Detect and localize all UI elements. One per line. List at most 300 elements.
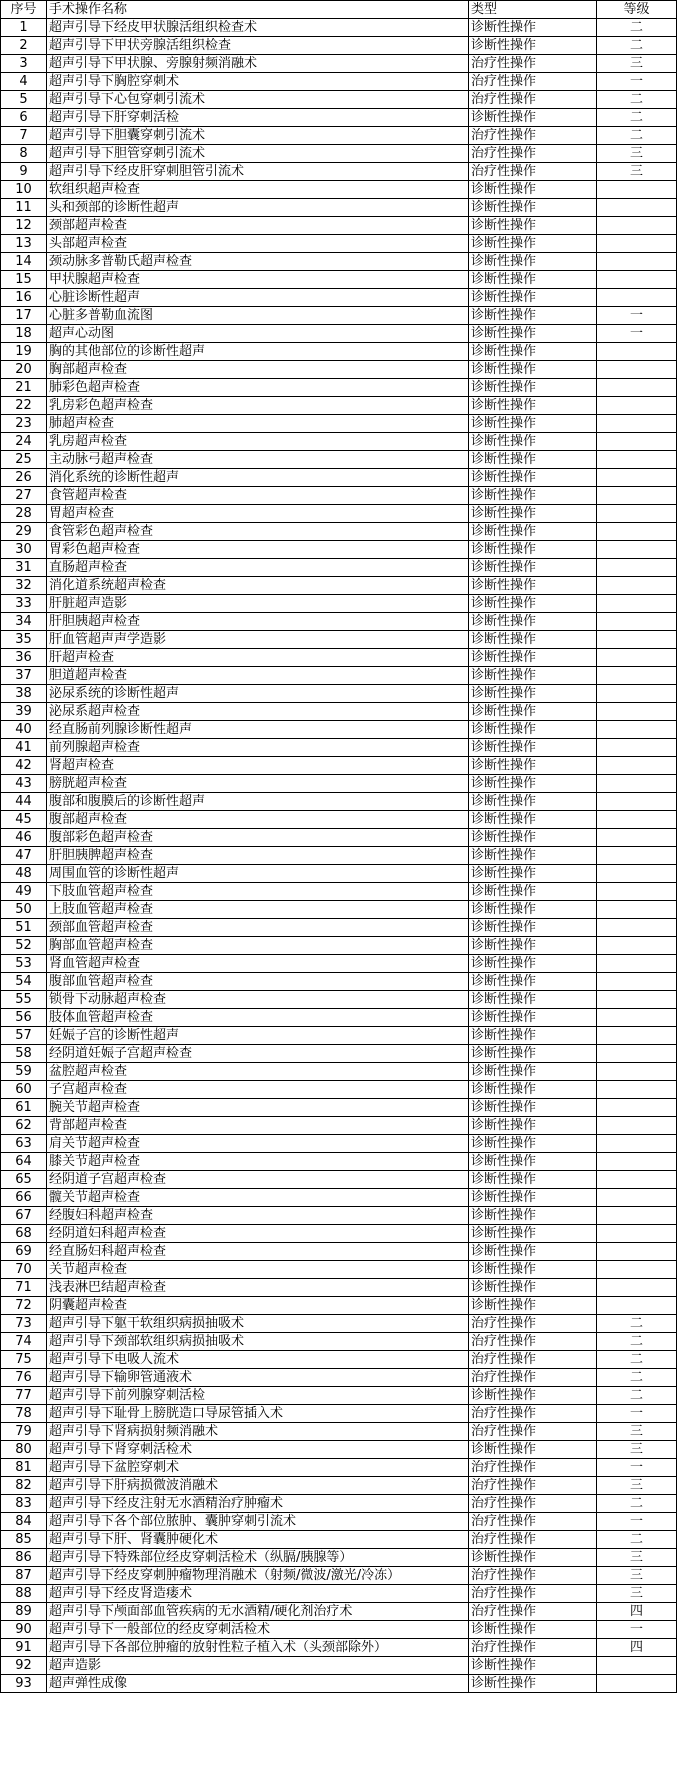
table-row [1, 1639, 677, 1657]
cell-type: 诊断性操作 [469, 757, 597, 775]
table-row [1, 595, 677, 613]
cell-name: 阴囊超声检查 [47, 1297, 469, 1315]
cell-grade [597, 919, 677, 937]
cell-no: 20 [1, 361, 47, 379]
cell-name: 腹部血管超声检查 [47, 973, 469, 991]
cell-no: 8 [1, 145, 47, 163]
cell-type: 诊断性操作 [469, 1135, 597, 1153]
cell-grade [597, 1279, 677, 1297]
cell-name: 颈部超声检查 [47, 217, 469, 235]
cell-name: 超声引导下经皮注射无水酒精治疗肿瘤术 [47, 1495, 469, 1513]
cell-name: 肝血管超声声学造影 [47, 631, 469, 649]
table-row [1, 757, 677, 775]
cell-type: 诊断性操作 [469, 109, 597, 127]
cell-grade [597, 433, 677, 451]
cell-grade [597, 1081, 677, 1099]
cell-no: 51 [1, 919, 47, 937]
cell-grade [597, 1657, 677, 1675]
cell-no: 79 [1, 1423, 47, 1441]
cell-name: 超声引导下经皮穿刺肿瘤物理消融术（射频/微波/激光/冷冻） [47, 1567, 469, 1585]
table-row [1, 451, 677, 469]
cell-no: 57 [1, 1027, 47, 1045]
cell-no: 62 [1, 1117, 47, 1135]
cell-grade [597, 1009, 677, 1027]
cell-no: 21 [1, 379, 47, 397]
cell-name: 超声引导下颈部软组织病损抽吸术 [47, 1333, 469, 1351]
cell-no: 88 [1, 1585, 47, 1603]
cell-name: 超声造影 [47, 1657, 469, 1675]
table-row [1, 1207, 677, 1225]
cell-type: 诊断性操作 [469, 1207, 597, 1225]
cell-name: 乳房彩色超声检查 [47, 397, 469, 415]
cell-no: 4 [1, 73, 47, 91]
cell-no: 93 [1, 1675, 47, 1693]
table-row [1, 181, 677, 199]
table-row [1, 199, 677, 217]
table-row [1, 577, 677, 595]
cell-no: 24 [1, 433, 47, 451]
cell-no: 31 [1, 559, 47, 577]
cell-grade: 二 [597, 19, 677, 37]
cell-type: 诊断性操作 [469, 37, 597, 55]
cell-grade [597, 1261, 677, 1279]
cell-no: 63 [1, 1135, 47, 1153]
cell-name: 经直肠前列腺诊断性超声 [47, 721, 469, 739]
cell-type: 诊断性操作 [469, 415, 597, 433]
cell-grade: 二 [597, 1333, 677, 1351]
cell-grade [597, 649, 677, 667]
cell-no: 3 [1, 55, 47, 73]
cell-no: 2 [1, 37, 47, 55]
cell-type: 诊断性操作 [469, 199, 597, 217]
cell-no: 80 [1, 1441, 47, 1459]
table-row [1, 1549, 677, 1567]
cell-grade [597, 721, 677, 739]
cell-type: 诊断性操作 [469, 19, 597, 37]
cell-name: 子宫超声检查 [47, 1081, 469, 1099]
cell-type: 诊断性操作 [469, 451, 597, 469]
table-row [1, 1477, 677, 1495]
cell-name: 超声引导下各部位肿瘤的放射性粒子植入术（头颈部除外） [47, 1639, 469, 1657]
cell-name: 乳房超声检查 [47, 433, 469, 451]
cell-type: 治疗性操作 [469, 1531, 597, 1549]
cell-name: 超声引导下经皮肝穿刺胆管引流术 [47, 163, 469, 181]
table-row [1, 1135, 677, 1153]
cell-name: 肢体血管超声检查 [47, 1009, 469, 1027]
cell-no: 60 [1, 1081, 47, 1099]
cell-no: 41 [1, 739, 47, 757]
cell-name: 肝胆胰超声检查 [47, 613, 469, 631]
cell-name: 心脏多普勒血流图 [47, 307, 469, 325]
cell-grade [597, 1675, 677, 1693]
cell-no: 69 [1, 1243, 47, 1261]
table-row [1, 955, 677, 973]
table-row [1, 37, 677, 55]
cell-name: 主动脉弓超声检查 [47, 451, 469, 469]
cell-no: 52 [1, 937, 47, 955]
cell-no: 42 [1, 757, 47, 775]
cell-grade [597, 865, 677, 883]
cell-type: 治疗性操作 [469, 127, 597, 145]
cell-grade: 二 [597, 91, 677, 109]
cell-name: 超声引导下肝穿刺活检 [47, 109, 469, 127]
cell-name: 周围血管的诊断性超声 [47, 865, 469, 883]
cell-type: 诊断性操作 [469, 901, 597, 919]
cell-type: 诊断性操作 [469, 397, 597, 415]
cell-no: 46 [1, 829, 47, 847]
cell-no: 86 [1, 1549, 47, 1567]
cell-type: 诊断性操作 [469, 289, 597, 307]
cell-no: 16 [1, 289, 47, 307]
cell-no: 19 [1, 343, 47, 361]
cell-grade [597, 1099, 677, 1117]
cell-type: 诊断性操作 [469, 721, 597, 739]
cell-grade: 二 [597, 1351, 677, 1369]
cell-grade [597, 397, 677, 415]
table-row [1, 1117, 677, 1135]
cell-type: 诊断性操作 [469, 685, 597, 703]
cell-type: 治疗性操作 [469, 1333, 597, 1351]
cell-grade [597, 793, 677, 811]
cell-type: 诊断性操作 [469, 631, 597, 649]
table-row [1, 1333, 677, 1351]
cell-type: 治疗性操作 [469, 1405, 597, 1423]
cell-name: 锁骨下动脉超声检查 [47, 991, 469, 1009]
cell-grade: 一 [597, 1513, 677, 1531]
table-row [1, 703, 677, 721]
table-row [1, 253, 677, 271]
table-body [1, 19, 677, 1693]
cell-name: 心脏诊断性超声 [47, 289, 469, 307]
cell-no: 66 [1, 1189, 47, 1207]
table-row [1, 829, 677, 847]
cell-name: 经阴道妇科超声检查 [47, 1225, 469, 1243]
cell-no: 84 [1, 1513, 47, 1531]
header-no: 序号 [1, 1, 47, 19]
table-row [1, 91, 677, 109]
table-row [1, 1441, 677, 1459]
cell-type: 治疗性操作 [469, 145, 597, 163]
table-row [1, 667, 677, 685]
cell-no: 35 [1, 631, 47, 649]
cell-type: 诊断性操作 [469, 955, 597, 973]
cell-name: 妊娠子宫的诊断性超声 [47, 1027, 469, 1045]
cell-name: 肩关节超声检查 [47, 1135, 469, 1153]
cell-name: 胸的其他部位的诊断性超声 [47, 343, 469, 361]
cell-name: 软组织超声检查 [47, 181, 469, 199]
cell-grade [597, 829, 677, 847]
cell-no: 59 [1, 1063, 47, 1081]
cell-type: 诊断性操作 [469, 235, 597, 253]
header-grade: 等级 [597, 1, 677, 19]
cell-name: 关节超声检查 [47, 1261, 469, 1279]
cell-name: 直肠超声检查 [47, 559, 469, 577]
cell-grade [597, 1135, 677, 1153]
cell-type: 诊断性操作 [469, 1441, 597, 1459]
cell-name: 超声引导下甲状腺、旁腺射频消融术 [47, 55, 469, 73]
cell-type: 诊断性操作 [469, 1045, 597, 1063]
cell-type: 治疗性操作 [469, 1603, 597, 1621]
cell-grade [597, 1153, 677, 1171]
cell-name: 超声引导下前列腺穿刺活检 [47, 1387, 469, 1405]
table-row [1, 325, 677, 343]
cell-type: 治疗性操作 [469, 1369, 597, 1387]
cell-name: 甲状腺超声检查 [47, 271, 469, 289]
cell-no: 48 [1, 865, 47, 883]
cell-no: 87 [1, 1567, 47, 1585]
cell-no: 27 [1, 487, 47, 505]
cell-type: 诊断性操作 [469, 919, 597, 937]
cell-grade [597, 739, 677, 757]
table-row [1, 127, 677, 145]
cell-name: 肺超声检查 [47, 415, 469, 433]
cell-type: 诊断性操作 [469, 1657, 597, 1675]
cell-name: 超声引导下肝病损微波消融术 [47, 1477, 469, 1495]
cell-type: 诊断性操作 [469, 973, 597, 991]
table-row [1, 415, 677, 433]
cell-no: 64 [1, 1153, 47, 1171]
table-row [1, 505, 677, 523]
cell-type: 治疗性操作 [469, 1513, 597, 1531]
cell-grade [597, 1063, 677, 1081]
cell-no: 90 [1, 1621, 47, 1639]
cell-type: 诊断性操作 [469, 1081, 597, 1099]
cell-grade [597, 361, 677, 379]
cell-type: 治疗性操作 [469, 163, 597, 181]
cell-no: 17 [1, 307, 47, 325]
cell-no: 13 [1, 235, 47, 253]
cell-no: 76 [1, 1369, 47, 1387]
cell-grade [597, 451, 677, 469]
cell-grade [597, 577, 677, 595]
cell-grade [597, 955, 677, 973]
table-row [1, 541, 677, 559]
cell-grade: 一 [597, 1459, 677, 1477]
table-row [1, 1423, 677, 1441]
cell-name: 超声引导下颅面部血管疾病的无水酒精/硬化剂治疗术 [47, 1603, 469, 1621]
cell-grade [597, 595, 677, 613]
cell-grade [597, 1171, 677, 1189]
cell-type: 治疗性操作 [469, 73, 597, 91]
cell-name: 超声引导下盆腔穿刺术 [47, 1459, 469, 1477]
cell-type: 诊断性操作 [469, 1027, 597, 1045]
cell-type: 诊断性操作 [469, 1189, 597, 1207]
cell-no: 44 [1, 793, 47, 811]
cell-no: 58 [1, 1045, 47, 1063]
cell-grade: 二 [597, 1315, 677, 1333]
header-name: 手术操作名称 [47, 1, 469, 19]
cell-name: 经阴道子宫超声检查 [47, 1171, 469, 1189]
cell-grade: 二 [597, 1495, 677, 1513]
cell-grade: 三 [597, 1549, 677, 1567]
cell-name: 超声引导下输卵管通液术 [47, 1369, 469, 1387]
table-row [1, 1099, 677, 1117]
table-row [1, 1027, 677, 1045]
cell-name: 超声心动图 [47, 325, 469, 343]
cell-name: 消化道系统超声检查 [47, 577, 469, 595]
table-row [1, 1351, 677, 1369]
cell-no: 73 [1, 1315, 47, 1333]
table-row [1, 1513, 677, 1531]
cell-name: 超声引导下经皮肾造瘘术 [47, 1585, 469, 1603]
table-row [1, 523, 677, 541]
cell-type: 治疗性操作 [469, 1567, 597, 1585]
cell-type: 诊断性操作 [469, 847, 597, 865]
cell-no: 32 [1, 577, 47, 595]
cell-no: 33 [1, 595, 47, 613]
cell-type: 诊断性操作 [469, 1549, 597, 1567]
cell-name: 经腹妇科超声检查 [47, 1207, 469, 1225]
header-row [1, 1, 677, 19]
table-row [1, 19, 677, 37]
cell-name: 肾超声检查 [47, 757, 469, 775]
cell-name: 背部超声检查 [47, 1117, 469, 1135]
cell-no: 30 [1, 541, 47, 559]
cell-grade [597, 487, 677, 505]
table-row [1, 1603, 677, 1621]
table-row [1, 1189, 677, 1207]
table-row [1, 883, 677, 901]
cell-no: 1 [1, 19, 47, 37]
cell-grade [597, 973, 677, 991]
cell-type: 诊断性操作 [469, 469, 597, 487]
table-row [1, 1297, 677, 1315]
cell-grade [597, 667, 677, 685]
cell-type: 诊断性操作 [469, 1297, 597, 1315]
cell-name: 肾血管超声检查 [47, 955, 469, 973]
table-row [1, 1045, 677, 1063]
cell-no: 25 [1, 451, 47, 469]
cell-no: 91 [1, 1639, 47, 1657]
cell-name: 胸部血管超声检查 [47, 937, 469, 955]
cell-name: 下肢血管超声检查 [47, 883, 469, 901]
cell-name: 肝胆胰脾超声检查 [47, 847, 469, 865]
cell-grade: 二 [597, 127, 677, 145]
cell-type: 诊断性操作 [469, 361, 597, 379]
cell-type: 诊断性操作 [469, 343, 597, 361]
cell-no: 55 [1, 991, 47, 1009]
table-row [1, 55, 677, 73]
cell-name: 膝关节超声检查 [47, 1153, 469, 1171]
cell-type: 诊断性操作 [469, 181, 597, 199]
cell-type: 诊断性操作 [469, 595, 597, 613]
cell-no: 82 [1, 1477, 47, 1495]
table-row [1, 1387, 677, 1405]
table-row [1, 847, 677, 865]
cell-no: 14 [1, 253, 47, 271]
table-row [1, 649, 677, 667]
table-row [1, 1279, 677, 1297]
cell-grade [597, 379, 677, 397]
cell-grade [597, 613, 677, 631]
cell-type: 治疗性操作 [469, 1315, 597, 1333]
cell-no: 34 [1, 613, 47, 631]
cell-type: 诊断性操作 [469, 1171, 597, 1189]
table-row [1, 73, 677, 91]
cell-name: 颈部血管超声检查 [47, 919, 469, 937]
cell-no: 89 [1, 1603, 47, 1621]
table-header [1, 1, 677, 19]
cell-name: 超声引导下胸腔穿刺术 [47, 73, 469, 91]
table-row [1, 991, 677, 1009]
table-row [1, 487, 677, 505]
cell-no: 75 [1, 1351, 47, 1369]
cell-type: 诊断性操作 [469, 271, 597, 289]
table-row [1, 1621, 677, 1639]
cell-no: 72 [1, 1297, 47, 1315]
cell-grade [597, 757, 677, 775]
cell-grade: 三 [597, 1441, 677, 1459]
cell-no: 78 [1, 1405, 47, 1423]
cell-name: 浅表淋巴结超声检查 [47, 1279, 469, 1297]
cell-grade: 三 [597, 1567, 677, 1585]
cell-type: 治疗性操作 [469, 1495, 597, 1513]
cell-type: 诊断性操作 [469, 1243, 597, 1261]
cell-grade: 二 [597, 1369, 677, 1387]
cell-no: 37 [1, 667, 47, 685]
cell-name: 腕关节超声检查 [47, 1099, 469, 1117]
table-row [1, 613, 677, 631]
cell-grade: 一 [597, 307, 677, 325]
cell-name: 泌尿系统的诊断性超声 [47, 685, 469, 703]
table-row [1, 397, 677, 415]
cell-grade [597, 343, 677, 361]
table-row [1, 793, 677, 811]
table-row [1, 1225, 677, 1243]
cell-no: 92 [1, 1657, 47, 1675]
cell-name: 超声引导下胆管穿刺引流术 [47, 145, 469, 163]
cell-no: 70 [1, 1261, 47, 1279]
cell-name: 超声引导下一般部位的经皮穿刺活检术 [47, 1621, 469, 1639]
cell-grade [597, 847, 677, 865]
table-row [1, 1009, 677, 1027]
cell-grade [597, 253, 677, 271]
cell-name: 食管彩色超声检查 [47, 523, 469, 541]
cell-no: 61 [1, 1099, 47, 1117]
table-row [1, 685, 677, 703]
cell-grade: 一 [597, 325, 677, 343]
table-row [1, 1657, 677, 1675]
cell-grade [597, 1297, 677, 1315]
cell-no: 39 [1, 703, 47, 721]
cell-type: 诊断性操作 [469, 1261, 597, 1279]
cell-type: 诊断性操作 [469, 991, 597, 1009]
cell-no: 22 [1, 397, 47, 415]
cell-name: 超声引导下胆囊穿刺引流术 [47, 127, 469, 145]
cell-grade: 三 [597, 163, 677, 181]
cell-grade [597, 271, 677, 289]
cell-type: 诊断性操作 [469, 577, 597, 595]
cell-no: 74 [1, 1333, 47, 1351]
cell-type: 诊断性操作 [469, 703, 597, 721]
table-row [1, 919, 677, 937]
cell-name: 上肢血管超声检查 [47, 901, 469, 919]
cell-type: 诊断性操作 [469, 613, 597, 631]
cell-type: 诊断性操作 [469, 649, 597, 667]
table-row [1, 631, 677, 649]
cell-grade [597, 181, 677, 199]
cell-type: 诊断性操作 [469, 793, 597, 811]
cell-name: 超声引导下电吸人流术 [47, 1351, 469, 1369]
cell-name: 盆腔超声检查 [47, 1063, 469, 1081]
table-row [1, 1081, 677, 1099]
cell-no: 7 [1, 127, 47, 145]
cell-grade: 二 [597, 1387, 677, 1405]
cell-type: 治疗性操作 [469, 1639, 597, 1657]
table-row [1, 1369, 677, 1387]
cell-grade [597, 1189, 677, 1207]
cell-no: 83 [1, 1495, 47, 1513]
